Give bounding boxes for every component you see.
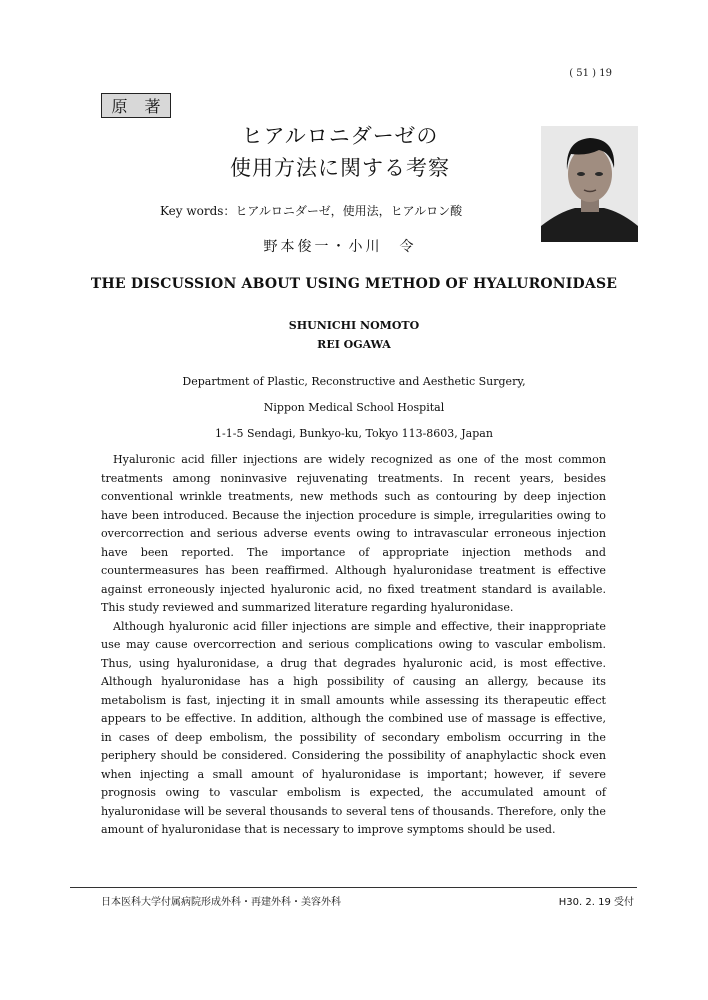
author-portrait-image [541,126,638,242]
japanese-title [160,120,520,184]
author-name: SHUNICHI NOMOTO [288,319,420,332]
footer-divider [70,887,637,888]
abstract [101,451,606,840]
abstract-paragraph: Hyaluronic acid filler injections are widely recognized as one of the most common treatments among noninvasive rejuvenating treatments. In recent years, besides conventional wrinkle treatments, new methods such as contouring by deep injection have been introduced. Because the injection procedure is simple, irregularities owing to overcorrection and serious adverse events owing to intravascular erroneous injection have been reported. The importance of appropriate injection methods and countermeasures has been reaffirmed. Although hyaluronidase treatment is effective against erroneously injected hyaluronic acid, no fixed treatment standard is available. This study reviewed and summarized literature regarding hyaluronidase. [101,453,606,614]
footer-received-date: H30. 2. 19 受付 [558,897,634,908]
authors-japanese: 野本俊一・小川 令 [263,239,417,255]
author-photo [541,126,638,242]
keywords: Key words：ヒアルロニダーゼ，使用法，ヒアルロン酸 [160,204,463,218]
authors-english [200,316,508,354]
page-number: ( 51 ) 19 [569,68,612,79]
abstract-paragraph: Although hyaluronic acid filler injections are simple and effective, their inappropriate use may cause overcorrection and serious complications owing to vascular embolism. Thus, using hyaluronidase, a drug that degrades hyaluronic acid, is most effective. Although hyaluronidase has a high possibility of causing an allergy, because its metabolism is fast, injecting it in small amounts while assessing its therapeutic effect appears to be effective. In addition, although the combined use of massage is effective, in cases of deep embolism, the possibility of secondary embolism occurring in the periphery should be considered. Considering the possibility of anaphylactic shock even when injecting a small amount of hyaluronidase is important；however, if severe prognosis owing to vascular embolism is expected, the accumulated amount of hyaluronidase will be several thousands to several tens of thousands. Therefore, only the amount of hyaluronidase that is necessary to improve symptoms should be used. [101,619,606,836]
affiliation [100,369,608,447]
footer-affiliation: 日本医科大学付属病院形成外科・再建外科・美容外科 [101,897,341,908]
affiliation-line: Nippon Medical School Hospital [263,401,445,414]
english-title: THE DISCUSSION ABOUT USING METHOD OF HYALURONIDASE [90,276,618,292]
japanese-title-line-2: 使用方法に関する考察 [230,156,450,180]
category-badge: 原 著 [101,93,171,118]
affiliation-line: Department of Plastic, Reconstructive and Aesthetic Surgery, [182,375,526,388]
japanese-title-line-1: ヒアルロニダーゼの [241,124,439,148]
author-name: REI OGAWA [317,338,391,351]
affiliation-line: 1-1-5 Sendagi, Bunkyo-ku, Tokyo 113-8603, Japan [215,427,493,440]
